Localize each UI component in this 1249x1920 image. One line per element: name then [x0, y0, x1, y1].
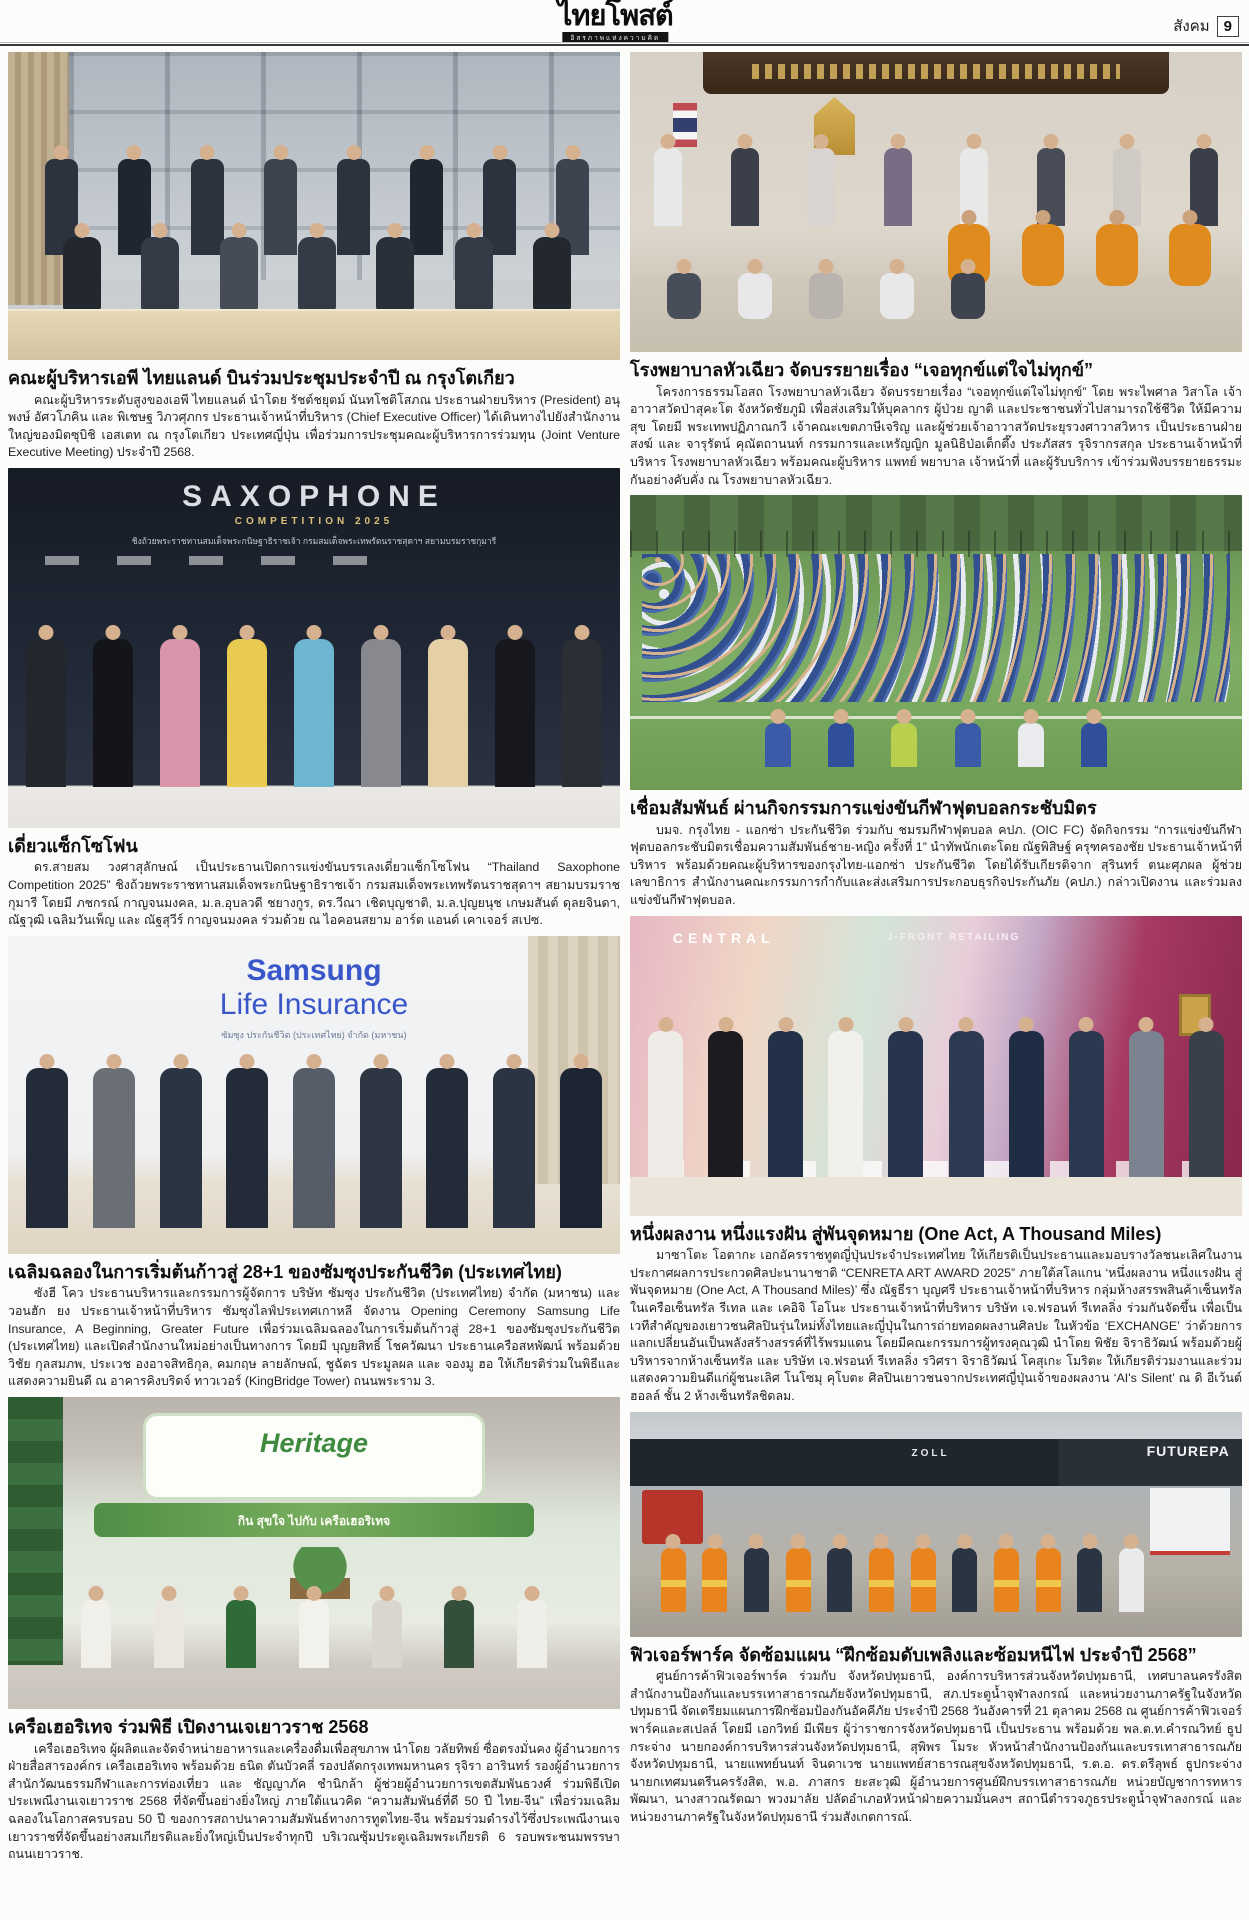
person-figure — [160, 1068, 202, 1228]
monk-figure — [1022, 224, 1064, 286]
player-figure — [891, 723, 917, 767]
firefighter-figure — [702, 1548, 727, 1612]
header-rule — [0, 42, 1249, 46]
players-row-front — [765, 723, 1108, 767]
royal-trophy-caption-text: ชิงถ้วยพระราชทานสมเด็จพระกนิษฐาธิราชเจ้า กรมสมเด็จพระเทพรัตนราชสุดาฯ สยามบรมราชกุมารี — [131, 535, 497, 546]
article-headline: เฉลิมฉลองในการเริ่มต้นก้าวสู่ 28+1 ของซัมซุงประกันชีวิต (ประเทศไทย) — [8, 1261, 562, 1282]
player-figure — [828, 723, 854, 767]
person-figure — [648, 1031, 683, 1177]
person-figure — [667, 273, 701, 319]
photo-football-friendly-match — [630, 495, 1242, 790]
person-figure — [888, 1031, 923, 1177]
person-figure — [951, 273, 985, 319]
person-figure — [828, 1031, 863, 1177]
firefighter-figure — [911, 1548, 936, 1612]
person-figure — [444, 1600, 474, 1668]
person-figure — [1009, 1031, 1044, 1177]
officer-figure — [1077, 1548, 1102, 1612]
firefighter-figure — [994, 1548, 1019, 1612]
people-row — [81, 1600, 546, 1668]
person-figure — [731, 148, 759, 226]
person-figure — [293, 1068, 335, 1228]
person-figure — [1129, 1031, 1164, 1177]
futurepark-banner-text: FUTUREPA — [1146, 1443, 1230, 1460]
thaipost-logo-text: ไทยโพสต์ — [557, 0, 673, 32]
white-tent — [1150, 1488, 1230, 1555]
article-football — [630, 495, 1242, 910]
article-body: เครือเฮอริเทจ ผู้ผลิตและจัดจำหน่ายอาหารและเครื่องดื่มเพื่อสุขภาพ นำโดย วลัยทิพย์ ซื่อตรงมั่นคง ผู้อำนวยการฝ่ายสื่อสารองค์กร เครือเฮอริเทจ พร้อมด้วย ธนิต ตันบัวคลี่ รองปลัดกรุงเทพมหานคร รุจิรา อารินทร์ รองผู้อำนวยการสำนักวัฒนธรรมกีฬาและการท่องเที่ยว และ ชัญญาภัค ชำนิกล้า ผู้ช่วยผู้อำนวยการเขตสัมพันธวงศ์ ร่วมพิธีเปิดประเพณีงานเจเยาวราช 2568 ที่จัดขึ้นอย่างยิ่งใหญ่ ภายใต้แนวคิด “ความสัมพันธ์ที่ดี 50 ปี ไทย-จีน” เพื่อร่วมเฉลิมฉลองในโอกาสครบรอบ 50 ปี ของการสถาปนาความสัมพันธ์ทางการทูตไทย-จีน พร้อมร่วมดำรงไว้ซึ่งประเพณีงานเจเยาวราชที่จัดขึ้นอย่างสมเกียรติและยิ่งใหญ่เป็นประจำทุกปี บริเวณซุ้มประตูเฉลิมพระเกียรติ 6 รอบพระชนมพรรษา ถนนเยาวราช. — [8, 1741, 620, 1862]
person-figure — [220, 237, 258, 311]
left-column — [8, 52, 620, 1870]
page-number: 9 — [1217, 16, 1239, 37]
thaipost-tagline: อิสรภาพแห่งความคิด — [562, 32, 668, 44]
article-futurepark-fire-drill — [630, 1412, 1242, 1827]
person-figure — [1119, 1548, 1144, 1612]
photo-dhamma-lecture — [630, 52, 1242, 352]
person-figure — [880, 273, 914, 319]
section-label: สังคม — [1173, 18, 1210, 35]
competition-banner-text: COMPETITION 2025 — [234, 515, 394, 527]
article-samsung-life — [8, 936, 620, 1391]
page-content — [0, 46, 1249, 1870]
pitch-fence — [630, 531, 1242, 558]
event-floor — [630, 1177, 1242, 1216]
person-figure — [654, 148, 682, 226]
person-figure — [227, 639, 267, 787]
person-figure — [768, 1031, 803, 1177]
photo-saxophone-competition — [8, 468, 620, 828]
right-column — [630, 52, 1242, 1870]
people-row-front — [63, 237, 571, 311]
group-photo-crowd — [642, 554, 1230, 702]
person-figure — [226, 1068, 268, 1228]
people-row-standing — [654, 148, 1217, 226]
firefighter-figure — [1036, 1548, 1061, 1612]
officer-figure — [744, 1548, 769, 1612]
player-figure — [1081, 723, 1107, 767]
person-figure — [708, 1031, 743, 1177]
person-figure — [93, 639, 133, 787]
section-page-indicator — [1173, 14, 1239, 38]
article-headline: หนึ่งผลงาน หนึ่งแรงฝัน สู่พันจุดหมาย (One Act, A Thousand Miles) — [630, 1223, 1162, 1244]
person-figure — [63, 237, 101, 311]
person-figure — [160, 639, 200, 787]
photo-ap-executives-meeting — [8, 52, 620, 360]
article-heritage — [8, 1397, 620, 1864]
photo-cenreta-art-award — [630, 916, 1242, 1216]
people-row-kneeling — [667, 273, 985, 319]
person-figure — [372, 1600, 402, 1668]
officer-figure — [827, 1548, 852, 1612]
firefighters-row — [661, 1548, 1145, 1612]
article-ap-thailand — [8, 52, 620, 462]
monks-row-seated — [948, 224, 1211, 286]
article-headline: เชื่อมสัมพันธ์ ผ่านกิจกรรมการแข่งขันกีฬาฟุตบอลกระชับมิตร — [630, 798, 1097, 819]
article-headline: โรงพยาบาลหัวเฉียว จัดบรรยายเรื่อง “เจอทุกข์แต่ใจไม่ทุกข์” — [630, 360, 1094, 380]
person-figure — [495, 639, 535, 787]
person-figure — [807, 148, 835, 226]
person-figure — [299, 1600, 329, 1668]
article-saxophone — [8, 468, 620, 930]
article-body: โครงการธรรมโอสถ โรงพยาบาลหัวเฉียว จัดบรรยายเรื่อง “เจอทุกข์แต่ใจไม่ทุกข์” โดย พระไพศาล วิสาโล เจ้าอาวาสวัดป่าสุคะโต จังหวัดชัยภูมิ เพื่อส่งเสริมให้บุคลากร ผู้ป่วย ญาติ และประชาชนทั่วไปสามารถใช้ชีวิต ให้มีความสุข โดยมี พระเทพปฏิภาณกวี เจ้าคณะเขตภาษีเจริญ และผู้ช่วยเจ้าอาวาสวัดประยุรวงศาวาสวิหาร เป็นประธานฝ่ายสงฆ์ และ จารุรัตน์ คุณัตถานนท์ กรรมการและเหรัญญิก มูลนิธิป่อเต็กตึ๊ง ประภัสสร รุจิรากรสกุล ประธานเจ้าหน้าที่บริหาร โรงพยาบาลหัวเฉียว พร้อมคณะผู้บริหาร แพทย์ พยาบาล เจ้าหน้าที่ และผู้รับบริการ เข้าร่วมฟังบรรยายธรรมะกันอย่างคับคั่ง ณ โรงพยาบาลหัวเฉียว. — [630, 384, 1242, 487]
person-figure — [376, 237, 414, 311]
officer-figure — [952, 1548, 977, 1612]
thai-flag — [673, 103, 697, 147]
person-figure — [154, 1600, 184, 1668]
article-body: คณะผู้บริหารระดับสูงของเอพี ไทยแลนด์ นำโดย รัชต์ชยุตม์ นันทโชติโสภณ ประธานฝ่ายบริหาร (President) อนุพงษ์ อัศวโภคิน และ พิเชษฐ วิภวศุภกร ประธานเจ้าหน้าที่บริหาร (Chief Executive Officer) ได้เดินทางไปยังสำนักงานใหญ่ของมิตซุบิชิ เอสเตท ณ กรุงโตเกียว ประเทศญี่ปุ่น เพื่อร่วมการประชุมคณะผู้บริหารการร่วมทุน (Joint Venture Executive Meeting) ประจำปี 2568. — [8, 392, 620, 460]
article-headline: เดี่ยวแซ็กโซโฟน — [8, 835, 138, 856]
person-figure — [294, 639, 334, 787]
person-figure — [562, 639, 602, 787]
person-figure — [738, 273, 772, 319]
thaipost-masthead — [558, 2, 673, 44]
player-figure — [1018, 723, 1044, 767]
person-figure — [360, 1068, 402, 1228]
article-cenreta-art-award — [630, 916, 1242, 1406]
heritage-tagline-text: กิน สุขใจ ไปกับ เครือเฮอริเทจ — [237, 1514, 391, 1529]
person-figure — [226, 1600, 256, 1668]
person-figure — [455, 237, 493, 311]
person-figure — [884, 148, 912, 226]
person-figure — [517, 1600, 547, 1668]
article-huachiew-hospital — [630, 52, 1242, 489]
person-figure — [361, 639, 401, 787]
zoll-banner-text: ZOLL — [911, 1447, 950, 1459]
article-body: มาซาโตะ โอตากะ เอกอัครราชทูตญี่ปุ่นประจำประเทศไทย ให้เกียรติเป็นประธานและมอบรางวัลชนะเลิศในงานประกาศผลการประกวดศิลปะนานาชาติ “CENRETA ART AWARD 2025” ภายใต้สโลแกน ‘หนึ่งผลงาน หนึ่งแรงฝัน สู่พันจุดหมาย (One Act, A Thousand Miles)’ ซึ่ง ณัฐธีรา บุญศรี ประธานเจ้าหน้าที่บริหาร กลุ่มห้างสรรพสินค้าเซ็นทรัล ในเครือเซ็นทรัล รีเทล และ เคอิจิ โอโนะ ประธานเจ้าหน้าที่บริหาร บริษัท เจ.ฟรอนท์ รีเทลลิ่ง ร่วมกันจัดขึ้น เพื่อเป็นเวทีสำคัญของเยาวชนศิลปินรุ่นใหม่ทั้งไทยและญี่ปุ่นในการถ่ายทอดผลงานศิลปะ ในหัวข้อ ‘EXCHANGE’ ว่าด้วยการแลกเปลี่ยนอันเป็นพลังสร้างสรรค์ที่ไร้พรมแดน โดยมีคณะกรรมการผู้ทรงคุณวุฒิ นำโดย พิชัย จิราธิวัฒน์ พร้อมด้วยผู้บริหารจากห้างเซ็นทรัล และ บริษัท เจ.ฟรอนท์ รีเทลลิ่ง รวิศรา จิราธิวัฒน์ โคสุเกะ โมริตะ ให้เกียรติร่วมงานและร่วมแสดงความยินดีแก่ผู้ชนะเลิศ โนโซมุ คุโบตะ ศิลปินเยาวชนจากประเทศญี่ปุ่นเจ้าของผลงาน ‘AI's Silent’ ณ ดิ อีเว้นต์ ฮอลล์ ชั้น 2 ห้างเซ็นทรัลชิดลม. — [630, 1248, 1242, 1404]
jfront-banner-text: J-FRONT RETAILING — [887, 931, 1021, 943]
people-row — [648, 1031, 1223, 1177]
meeting-table — [8, 309, 620, 360]
photo-fire-drill — [630, 1412, 1242, 1637]
article-body: บมจ. กรุงไทย - แอกซ่า ประกันชีวิต ร่วมกับ ชมรมกีฬาฟุตบอล คปภ. (OIC FC) จัดกิจกรรม “การแข่งขันกีฬาฟุตบอลกระชับมิตรเชื่อมความสัมพันธ์ชาย-หญิง ครั้งที่ 1” นำทัพนักเตะโดย ณัฐพิสิษฐ์ ครุฑครองชัย ประธานเจ้าหน้าที่บริหาร พร้อมด้วยคณะผู้บริหารของกรุงไทย-แอกซ่า ประกันชีวิต โดยได้รับเกียรติจาก สุรินทร์ ตนะศุภผล ผู้ช่วยเลขาธิการ สำนักงานคณะกรรมการกำกับและส่งเสริมการประกอบธุรกิจประกันภัย (คปภ.) กล่าวเปิดงาน และร่วมลงแข่งขันกีฬาฟุตบอล. — [630, 822, 1243, 908]
person-figure — [426, 1068, 468, 1228]
people-row — [26, 1068, 601, 1228]
article-body: ศูนย์การค้าฟิวเจอร์พาร์ค ร่วมกับ จังหวัดปทุมธานี, องค์การบริหารส่วนจังหวัดปทุมธานี, เทศบาลนครรังสิต สำนักงานป้องกันและบรรเทาสาธารณภัยจังหวัดปทุมธานี, สภ.ประตูน้ำจุฬาลงกรณ์ และหน่วยงานภาครัฐในจังหวัดปทุมธานี จัดเตรียมแผนการฝึกซ้อมป้องกันอัคคีภัย ประจำปี 2568 วันอังคารที่ 21 ตุลาคม 2568 ณ ศูนย์การค้าฟิวเจอร์พาร์คและสเปลล์ โดยมี เอกวิทย์ มีเพียร ผู้ว่าราชการจังหวัดปทุมธานี เป็นประธาน พร้อมด้วย พล.ต.ท.คำรณวิทย์ ธูปกระจ่าง นายกองค์การบริหารส่วนจังหวัดปทุมธานี, สุพิพร โมระ หัวหน้าสำนักงานป้องกันและบรรเทาสาธารณภัยจังหวัดปทุมธานี, นายแพทย์นนท์ จินดาเวช นายแพทย์สาธารณสุขจังหวัดปทุมธานี, ร.ต.อ. ดร.ตรีลุพธ์ ธูปกระจ่าง นายกเทศมนตรีนครรังสิต, พ.อ. ภาสกร ยะสะวุฒิ ผู้อำนวยการศูนย์ฝึกบรรเทาสาธารณภัย หน่วยบัญชาการทหารพัฒนา, นางสาวณรัตฌา พวงมาลัย ปลัดอำเภอหัวหน้าฝ่ายความมั่นคงฯ สถานีตำรวจภูธรประตูน้ำจุฬาลงกรณ์ และหน่วยงานภาครัฐในจังหวัดปทุมธานี ร่วมสังเกตการณ์. — [630, 1669, 1242, 1825]
person-figure — [93, 1068, 135, 1228]
person-figure — [26, 1068, 68, 1228]
company-name-backdrop-text: ซัมซุง ประกันชีวิต (ประเทศไทย) จำกัด (มหาชน) — [221, 1029, 407, 1040]
player-figure — [955, 723, 981, 767]
firefighter-figure — [869, 1548, 894, 1612]
person-figure — [26, 639, 66, 787]
sponsor-logos-strip — [45, 556, 388, 565]
pitch-white-line — [630, 716, 1242, 719]
people-row — [26, 639, 601, 787]
samsung-logo-text: Samsung — [246, 953, 382, 987]
saxophone-banner-text: SAXOPHONE — [182, 479, 446, 513]
article-body: ดร.สายสม วงศาสุลักษณ์ เป็นประธานเปิดการแข่งขันบรรเลงเดี่ยวแซ็กโซโฟน “Thailand Saxophone Competition 2025” ชิงถ้วยพระราชทานสมเด็จพระกนิษฐาธิราชเจ้า กรมสมเด็จพระเทพรัตนราชสุดาฯ สยามบรมราชกุมารี โดยมี ภชกรณ์ กาญจนมงคล, ม.ล.อุบลวดี ชยางกูร, ดร.วีณา เชิดบุญชาติ, ม.ล.ปุญยนุช เกษมสันต์ ดุลยจินดา, ณัฐวุฒิ เฉลิมวันเพ็ญ และ ณัฐสุวีร์ กาญจนมงคล ร่วมด้วย ณ ไอคอนสยาม อาร์ต แอนด์ เคาเจอร์ สเปซ. — [8, 860, 620, 928]
person-figure — [949, 1031, 984, 1177]
person-figure — [298, 237, 336, 311]
person-figure — [141, 237, 179, 311]
article-headline: ฟิวเจอร์พาร์ค จัดซ้อมแผน “ฝึกซ้อมดับเพลิงและซ้อมหนีไฟ ประจำปี 2568” — [630, 1644, 1197, 1665]
gold-sign-lettering — [752, 64, 1119, 79]
person-figure — [493, 1068, 535, 1228]
firefighter-figure — [786, 1548, 811, 1612]
photo-heritage-yaowarat — [8, 1397, 620, 1709]
person-figure — [81, 1600, 111, 1668]
heritage-logo-text: Heritage — [259, 1428, 369, 1459]
article-headline: เครือเฮอริเทจ ร่วมพิธี เปิดงานเจเยาวราช 2568 — [8, 1717, 369, 1738]
monk-figure — [1096, 224, 1138, 286]
article-headline: คณะผู้บริหารเอพี ไทยแลนด์ บินร่วมประชุมประจำปี ณ กรุงโตเกียว — [8, 368, 515, 388]
page-header — [0, 0, 1249, 46]
life-insurance-logo-text: Life Insurance — [219, 987, 409, 1021]
photo-samsung-life-opening — [8, 936, 620, 1254]
article-body: ซังฮี โคว ประธานบริหารและกรรมการผู้จัดการ บริษัท ซัมซุง ประกันชีวิต (ประเทศไทย) จำกัด (มหาชน) และ วอนฮัก ยง ประธานเจ้าหน้าที่บริหาร ซัมซุงไลฟ์ประเทศเกาหลี จัดงาน Opening Ceremony Samsung Life Insurance, A Beginning, Greater Future เพื่อร่วมเฉลิมฉลองในการเริ่มต้นก้าวสู่ 28+1 ของซัมซุงประกันชีวิต (ประเทศไทย) และเปิดสำนักงานใหม่อย่างเป็นทางการ โดยมี บุญยสิทธิ์ โชควัฒนา ประธานเครือสหพัฒน์ พร้อมด้วย วิชัย กุลสมภพ, ประเวช องอาจสิทธิกุล, คมกฤษ ลายลักษณ์, ชูฉัตร ประมูลผล และ จองมู ฮอ ให้เกียรติร่วมในพิธีและแสดงความยินดี ณ อาคารคิงบริดจ์ ทาวเวอร์ (KingBridge Tower) ถนนพระราม 3. — [8, 1286, 620, 1389]
person-figure — [1189, 1031, 1224, 1177]
central-banner-text: CENTRAL — [672, 929, 775, 946]
person-figure — [809, 273, 843, 319]
person-figure — [533, 237, 571, 311]
person-figure — [560, 1068, 602, 1228]
player-figure — [765, 723, 791, 767]
monk-figure — [1169, 224, 1211, 286]
firefighter-figure — [661, 1548, 686, 1612]
person-figure — [428, 639, 468, 787]
person-figure — [1069, 1031, 1104, 1177]
